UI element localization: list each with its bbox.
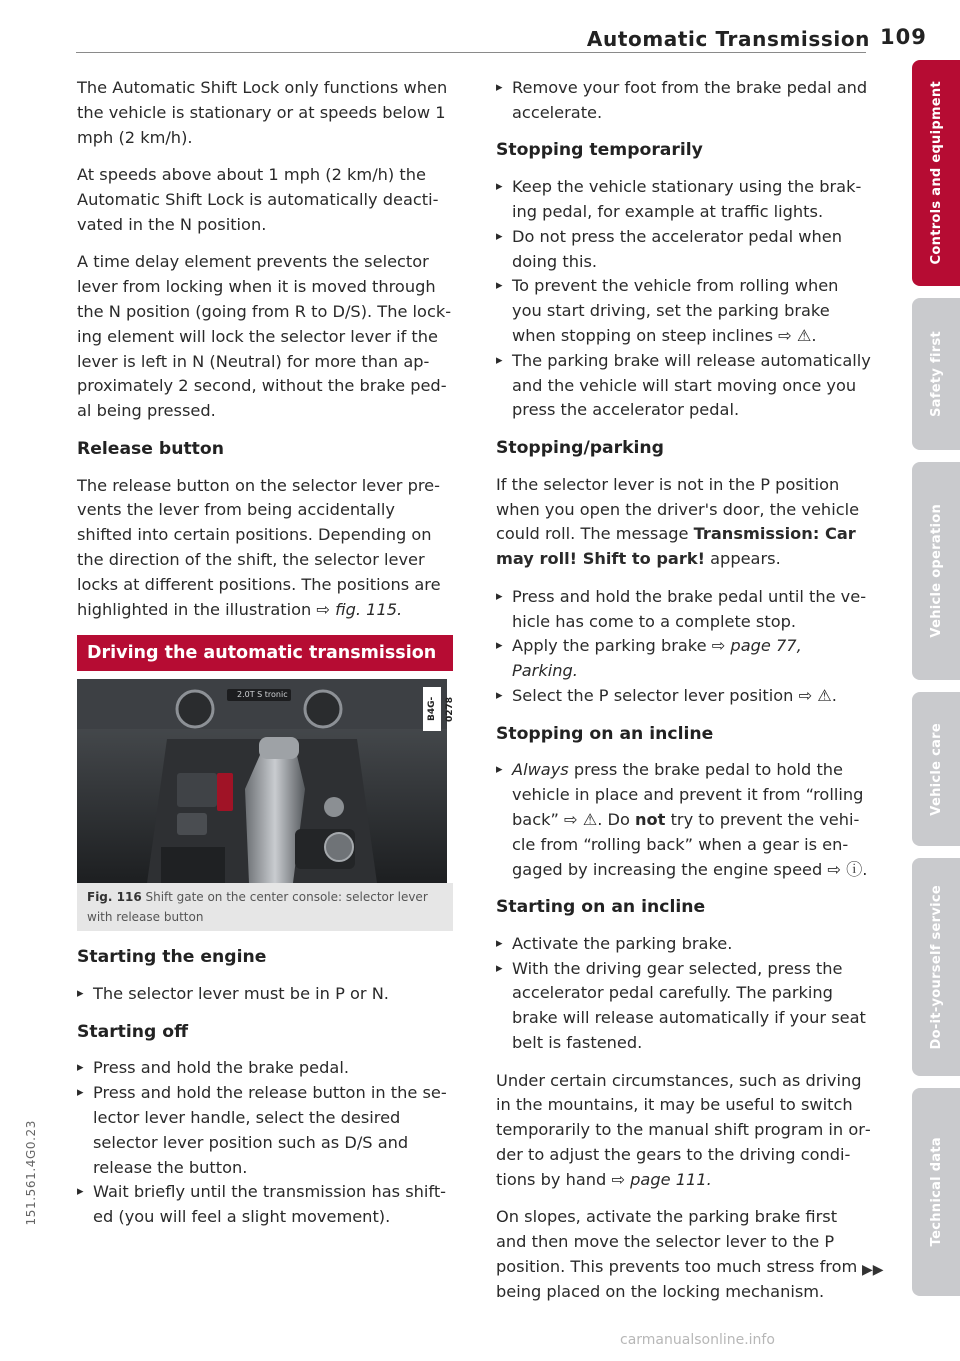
emphasis-always: Always xyxy=(512,760,569,780)
paragraph-text: appears. xyxy=(704,549,781,569)
display-message: Transmission: Car may roll! Shift to park! xyxy=(496,524,856,569)
release-text: The release button on the selector lever prevents the lever from being accidentally shifted into certain positions. Depending on the direction of the shift, the selector lever locks at different positions. The positions are highlighted in the illustration xyxy=(77,475,441,619)
list-item-text: Apply the parking brake xyxy=(512,636,712,656)
tab-vehicle-operation[interactable] xyxy=(912,462,960,680)
heading-stopping-parking: Stopping/parking xyxy=(496,437,664,458)
list-item: ▸ Activate the parking brake. xyxy=(496,932,872,957)
list-item xyxy=(496,274,872,348)
tab-do-it-yourself-service[interactable] xyxy=(912,858,960,1076)
figure-code-label: B4G-0278 xyxy=(427,696,455,722)
list-item-text: To prevent the vehicle from rolling when you start driving, set the parking brake when stopping on steep inclines xyxy=(512,276,839,345)
paragraph-shift-lock-deactivated: At speeds above about 1 mph (2 km/h) the Automatic Shift Lock is automatically deactivated in the N position. xyxy=(77,165,439,234)
list-stopping-temporarily xyxy=(496,175,872,423)
paragraph-manual-shift xyxy=(496,1069,872,1193)
tab-label: Controls and equipment xyxy=(928,81,944,265)
heading-stopping-temporarily: Stopping temporarily xyxy=(496,140,703,161)
list-item: ▸ Wait briefly until the transmission has shifted (you will feel a slight movement). xyxy=(77,1180,453,1230)
warning-reference-link[interactable]: ⇨ ⚠. xyxy=(798,685,837,705)
heading-starting-off: Starting off xyxy=(77,1021,189,1042)
figure-caption-text: Shift gate on the center console: selector lever with release button xyxy=(87,890,428,925)
tab-label: Safety first xyxy=(928,331,944,417)
heading-stopping-incline: Stopping on an incline xyxy=(496,723,714,744)
list-item-text: try to prevent the vehicle from “rolling back” when a gear is engaged by increasing the engine speed ⇨ ⓘ. xyxy=(512,809,868,879)
shift-gate-illustration xyxy=(77,679,455,883)
emphasis-not: not xyxy=(635,809,666,829)
list-item: ▸ Press and hold the brake pedal. xyxy=(77,1056,453,1081)
list-item xyxy=(496,684,872,709)
document-code: 151.561.4G0.23 xyxy=(24,1120,38,1226)
list-item: ▸ Do not press the accelerator pedal when doing this. xyxy=(496,225,872,275)
page-reference-link[interactable]: ⇨ page 111. xyxy=(611,1169,712,1189)
heading-release-button: Release button xyxy=(77,438,224,459)
list-item: ▸ Keep the vehicle stationary using the braking pedal, for example at traffic lights. xyxy=(496,175,872,225)
heading-starting-incline: Starting on an incline xyxy=(496,897,706,918)
figure-label: Fig. 116 xyxy=(87,890,142,905)
list-accelerate xyxy=(496,76,872,126)
tab-vehicle-care[interactable] xyxy=(912,692,960,846)
lever-label: 2.0T S tronic xyxy=(237,690,288,700)
list-starting-off xyxy=(77,1056,453,1230)
tab-technical-data[interactable] xyxy=(912,1088,960,1296)
list-item xyxy=(496,634,872,684)
tab-label: Vehicle care xyxy=(928,722,944,816)
warning-reference-link[interactable]: ⇨ ⚠. xyxy=(778,325,817,345)
right-column xyxy=(496,76,872,1317)
list-item: ▸ The selector lever must be in P or N. xyxy=(77,982,453,1007)
tab-label: Vehicle operation xyxy=(928,504,944,638)
header-rule xyxy=(76,52,866,53)
tab-label: Technical data xyxy=(928,1137,944,1247)
section-title-driving: Driving the automatic transmission xyxy=(77,635,453,671)
list-item: ▸ Remove your foot from the brake pedal and accelerate. xyxy=(496,76,872,126)
tab-safety-first[interactable] xyxy=(912,298,960,450)
list-item: ▸ The parking brake will release automatically and the vehicle will start moving once you press the accelerator pedal. xyxy=(496,349,872,423)
paragraph-shift-lock-speed: The Automatic Shift Lock only functions when the vehicle is stationary or at speeds below 1 mph (2 km/h). xyxy=(77,78,448,147)
figure-reference-link[interactable]: ⇨ fig. 115. xyxy=(316,599,403,619)
continue-arrow-icon: ▶▶ xyxy=(862,1262,884,1278)
list-item xyxy=(496,758,872,882)
running-header-title: Automatic Transmission xyxy=(586,27,870,51)
figure-shift-gate xyxy=(77,679,455,883)
tab-label: Do-it-yourself service xyxy=(928,884,944,1050)
page-reference-link[interactable]: ⇨ page 77, Parking. xyxy=(512,636,802,681)
list-stopping-parking xyxy=(496,585,872,709)
list-item-text: Select the P selector lever position xyxy=(512,685,799,705)
list-item-text: press the brake pedal to hold the vehicle in place and prevent it from “rolling back” ⇨ ⚠. Do xyxy=(512,760,864,829)
left-column xyxy=(77,76,453,1243)
paragraph-time-delay: A time delay element prevents the selector lever from locking when it is moved through the N position (going from R to D/S). The locking element will lock the selector lever if the lever is left in N (Neutral) for more than approximately 2 second, without the brake pedal being pressed. xyxy=(77,252,452,421)
list-item: ▸ With the driving gear selected, press the accelerator pedal carefully. The parking brake will release automatically if your seat belt is fastened. xyxy=(496,957,872,1056)
paragraph-release-button xyxy=(77,474,453,623)
list-stopping-incline xyxy=(496,758,872,882)
list-starting-engine xyxy=(77,982,453,1007)
paragraph-text: Under certain circumstances, such as driving in the mountains, it may be useful to switch temporarily to the manual shift program in order to adjust the gears to the driving conditions by hand xyxy=(496,1070,871,1189)
page-number: 109 xyxy=(880,25,927,49)
list-starting-incline xyxy=(496,932,872,1056)
tab-controls-and-equipment[interactable] xyxy=(912,60,960,286)
figure-caption xyxy=(77,883,453,931)
paragraph-parking-message xyxy=(496,473,872,572)
list-item: ▸ Press and hold the release button in the selector lever handle, select the desired selector lever position such as D/S and release the button. xyxy=(77,1081,453,1180)
paragraph-slopes: On slopes, activate the parking brake first and then move the selector lever to the P position. This prevents too much stress from being placed on the locking mechanism. xyxy=(496,1207,858,1301)
paragraph-text: If the selector lever is not in the P position when you open the driver's door, the vehicle could roll. The message xyxy=(496,474,860,544)
heading-starting-engine: Starting the engine xyxy=(77,947,267,968)
list-item: ▸ Press and hold the brake pedal until the vehicle has come to a complete stop. xyxy=(496,585,872,635)
watermark: carmanualsonline.info xyxy=(620,1332,775,1348)
